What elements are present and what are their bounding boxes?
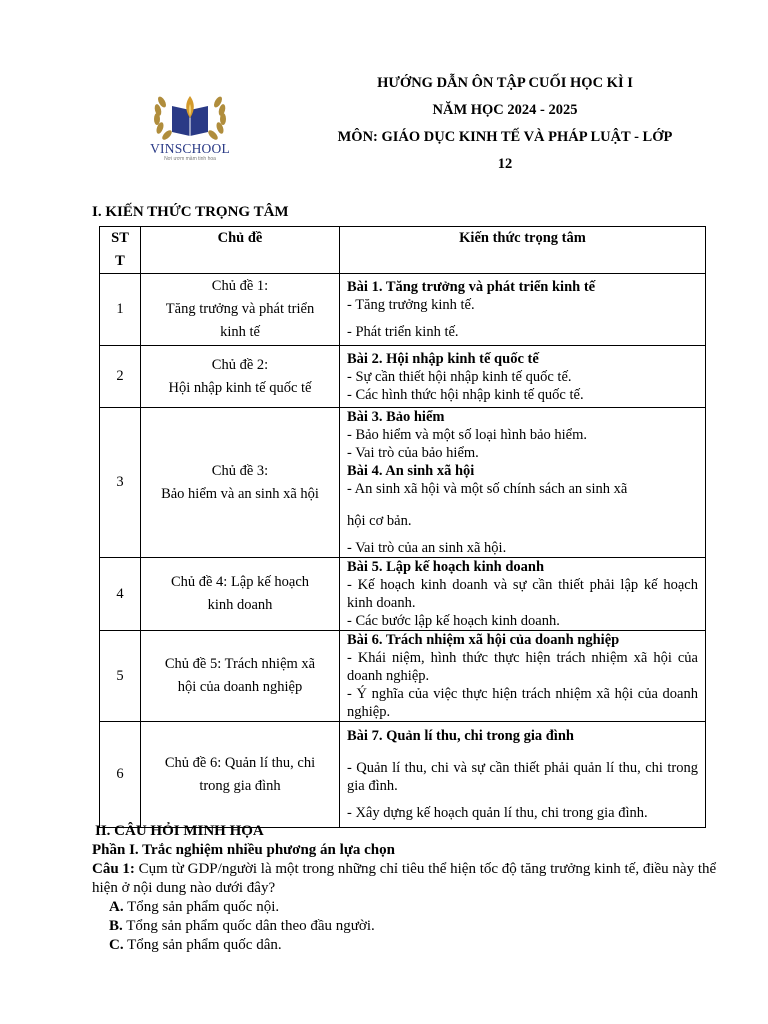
content-item: - Xây dựng kế hoạch quản lí thu, chi trong gia đình. bbox=[347, 805, 648, 821]
option-letter: C. bbox=[109, 937, 124, 953]
table-row bbox=[100, 722, 706, 828]
lesson-title: Bài 1. Tăng trưởng và phát triển kinh tế bbox=[347, 279, 596, 295]
topic-line: hội của doanh nghiệp bbox=[177, 679, 303, 695]
row-content bbox=[340, 722, 706, 828]
content-item: hội cơ bản. bbox=[347, 513, 412, 529]
content-item: - Bảo hiểm và một số loại hình bảo hiểm. bbox=[347, 427, 588, 443]
header-content: Kiến thức trọng tâm bbox=[340, 227, 706, 274]
option-letter: A. bbox=[109, 899, 124, 915]
header-stt-line1: ST bbox=[111, 230, 129, 246]
lesson-title: Bài 2. Hội nhập kinh tế quốc tế bbox=[347, 350, 539, 367]
lesson-title: Bài 6. Trách nhiệm xã hội của doanh nghiệp bbox=[347, 632, 620, 648]
content-item: - Tăng trưởng kinh tế. bbox=[347, 297, 475, 313]
content-item: - An sinh xã hội và một số chính sách an sinh xã bbox=[347, 481, 628, 497]
topic-line: Hội nhập kinh tế quốc tế bbox=[168, 379, 312, 396]
section-sample-questions bbox=[92, 822, 717, 955]
option-text: Tổng sản phẩm quốc nội. bbox=[123, 899, 280, 915]
header-grade: 12 bbox=[497, 156, 513, 172]
option-text: Tổng sản phẩm quốc dân. bbox=[123, 937, 282, 953]
topic-line: Chủ đề 6: Quản lí thu, chi bbox=[164, 754, 316, 771]
row-stt: 2 bbox=[100, 346, 141, 408]
document-header bbox=[300, 70, 710, 178]
option-a bbox=[92, 898, 717, 917]
row-topic bbox=[141, 558, 340, 631]
lesson-title: Bài 4. An sinh xã hội bbox=[347, 463, 475, 479]
option-c bbox=[92, 936, 717, 955]
topic-line: Chủ đề 4: Lập kế hoạch bbox=[170, 574, 310, 590]
content-item: - Các hình thức hội nhập kinh tế quốc tế. bbox=[347, 386, 584, 403]
row-topic bbox=[141, 346, 340, 408]
table-header-row bbox=[100, 227, 706, 274]
content-item: - Các bước lập kế hoạch kinh doanh. bbox=[347, 613, 560, 629]
row-content bbox=[340, 558, 706, 631]
row-content bbox=[340, 408, 706, 558]
topic-line: kinh doanh bbox=[207, 597, 273, 613]
lesson-title: Bài 7. Quản lí thu, chi trong gia đình bbox=[347, 728, 574, 744]
table-row bbox=[100, 274, 706, 346]
question-1 bbox=[92, 860, 717, 898]
option-b bbox=[92, 917, 717, 936]
row-stt: 6 bbox=[100, 722, 141, 828]
table-row bbox=[100, 558, 706, 631]
topic-line: Tăng trưởng và phát triển bbox=[165, 301, 315, 317]
content-item: - Vai trò của an sinh xã hội. bbox=[347, 540, 507, 556]
row-stt: 4 bbox=[100, 558, 141, 631]
topic-line: Chủ đề 1: bbox=[211, 278, 269, 294]
content-item: - Ý nghĩa của việc thực hiện trách nhiệm xã hội của doanh nghiệp. bbox=[347, 686, 698, 720]
option-text: Tổng sản phẩm quốc dân theo đầu người. bbox=[122, 918, 375, 934]
content-item: - Sự cần thiết hội nhập kinh tế quốc tế. bbox=[347, 368, 572, 385]
knowledge-table bbox=[99, 226, 706, 828]
row-topic bbox=[141, 408, 340, 558]
row-stt: 1 bbox=[100, 274, 141, 346]
content-item: - Khái niệm, hình thức thực hiện trách nhiệm xã hội của doanh nghiệp. bbox=[347, 650, 698, 684]
part-title: Phần I. Trắc nghiệm nhiều phương án lựa chọn bbox=[92, 842, 395, 858]
question-label: Câu 1: bbox=[92, 861, 135, 877]
topic-line: Chủ đề 3: bbox=[211, 462, 269, 479]
header-topic: Chủ đề bbox=[141, 227, 340, 274]
header-title: HƯỚNG DẪN ÔN TẬP CUỐI HỌC KÌ I bbox=[377, 75, 633, 91]
row-topic bbox=[141, 722, 340, 828]
header-school-year: NĂM HỌC 2024 - 2025 bbox=[432, 102, 578, 118]
question-text: Cụm từ GDP/người là một trong những chỉ tiêu thể hiện tốc độ tăng trưởng kinh tế, điều này thể hiện ở nội dung nào dưới đây? bbox=[92, 861, 717, 896]
vinschool-logo bbox=[140, 88, 240, 166]
row-content bbox=[340, 631, 706, 722]
topic-line: Bảo hiểm và an sinh xã hội bbox=[161, 485, 319, 502]
header-stt bbox=[100, 227, 141, 274]
content-item: - Kế hoạch kinh doanh và sự cần thiết phải lập kế hoạch kinh doanh. bbox=[347, 577, 698, 611]
row-content bbox=[340, 274, 706, 346]
laurel-book-icon bbox=[140, 88, 240, 144]
table-row bbox=[100, 408, 706, 558]
row-content bbox=[340, 346, 706, 408]
logo-tagline: Nơi ươm mầm tinh hoa bbox=[164, 156, 216, 162]
topic-line: Chủ đề 2: bbox=[211, 356, 269, 373]
table-row bbox=[100, 631, 706, 722]
lesson-title: Bài 3. Bảo hiểm bbox=[347, 409, 445, 425]
topic-line: Chủ đề 5: Trách nhiệm xã bbox=[164, 656, 316, 672]
topic-line: kinh tế bbox=[220, 324, 260, 340]
section-title-sample-questions: II. CÂU HỎI MINH HỌA bbox=[95, 823, 264, 839]
lesson-title: Bài 5. Lập kế hoạch kinh doanh bbox=[347, 559, 545, 575]
content-item: - Phát triển kinh tế. bbox=[347, 324, 459, 340]
row-stt: 5 bbox=[100, 631, 141, 722]
logo-name: VINSCHOOL bbox=[150, 141, 230, 156]
table-row bbox=[100, 346, 706, 408]
row-topic bbox=[141, 631, 340, 722]
content-item: - Quản lí thu, chi và sự cần thiết phải quản lí thu, chi trong gia đình. bbox=[347, 760, 698, 794]
row-stt: 3 bbox=[100, 408, 141, 558]
topic-line: trong gia đình bbox=[199, 777, 281, 794]
option-letter: B. bbox=[109, 918, 123, 934]
content-item: - Vai trò của bảo hiểm. bbox=[347, 445, 479, 461]
header-stt-line2: T bbox=[115, 253, 125, 269]
header-subject: MÔN: GIÁO DỤC KINH TẾ VÀ PHÁP LUẬT - LỚP bbox=[337, 129, 673, 145]
row-topic bbox=[141, 274, 340, 346]
section-title-key-knowledge: I. KIẾN THỨC TRỌNG TÂM bbox=[92, 204, 289, 220]
